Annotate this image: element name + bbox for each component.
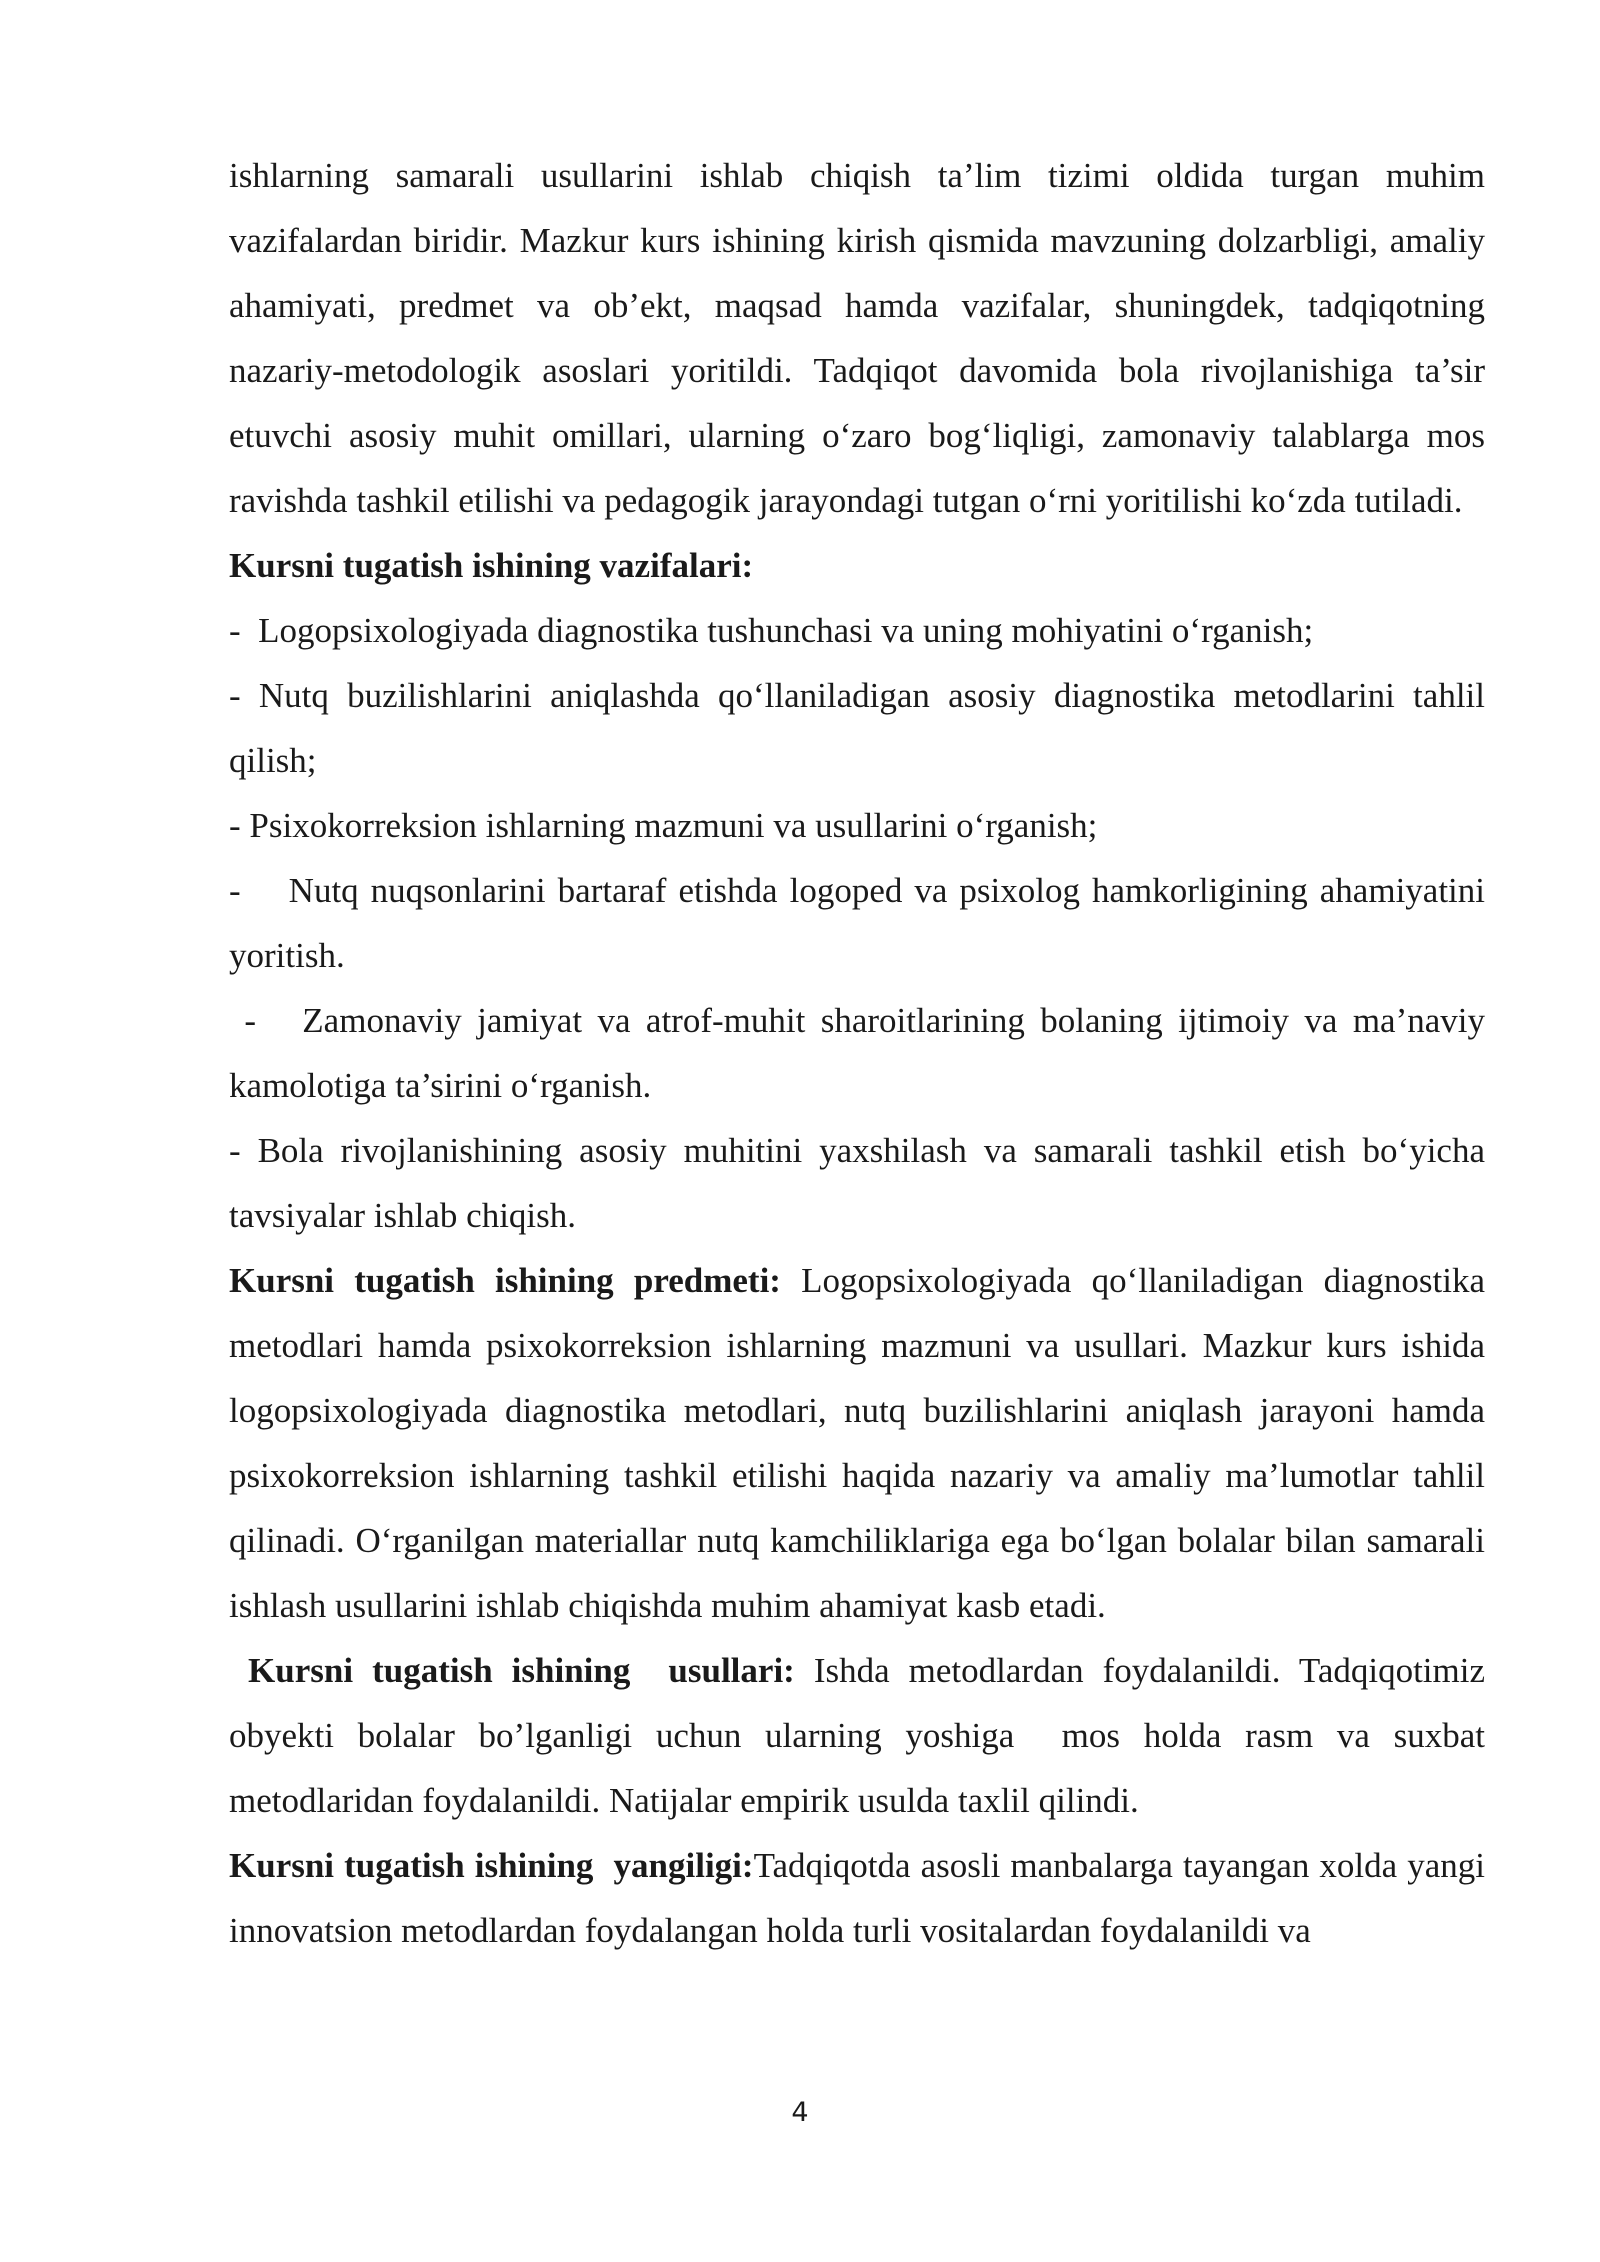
- methods-label: Kursni tugatish ishining usullari:: [229, 1651, 795, 1690]
- novelty-paragraph: [229, 1833, 1494, 1963]
- task-item-2: - Nutq buzilishlarini aniqlashda qo‘llaniladigan asosiy diagnostika metodlarini tahlil qilish;: [229, 676, 1494, 780]
- novelty-label: Kursni tugatish ishining yangiligi:: [229, 1846, 754, 1885]
- task-item-3: - Psixokorreksion ishlarning mazmuni va usullarini o‘rganish;: [229, 806, 1098, 845]
- intro-paragraph: ishlarning samarali usullarini ishlab chiqish ta’lim tizimi oldida turgan muhim vazifalardan biridir. Mazkur kurs ishining kirish qismida mavzuning dolzarbligi, amaliy ahamiyati, predmet va ob’ekt, maqsad hamda vazifalar, shuningdek, tadqiqotning nazariy-metodologik asoslari yoritildi. Tadqiqot davomida bola rivojlanishiga ta’sir etuvchi asosiy muhit omillari, ularning o‘zaro bog‘liqligi, zamonaviy talablarga mos ravishda tashkil etilishi va pedagogik jarayondagi tutgan o‘rni yoritilishi ko‘zda tutiladi.: [229, 156, 1485, 520]
- tasks-heading: Kursni tugatish ishining vazifalari:: [229, 546, 754, 585]
- page-number: 4: [791, 2097, 809, 2128]
- novelty-text: Tadqiqotda asosli manbalarga tayangan xolda yangi innovatsion metodlardan foydalangan holda turli vositalardan foydalanildi va: [229, 1846, 1494, 1950]
- task-item-4: - Nutq nuqsonlarini bartaraf etishda logoped va psixolog hamkorligining ahamiyatini yoritish.: [229, 871, 1494, 975]
- task-item-6: - Bola rivojlanishining asosiy muhitini yaxshilash va samarali tashkil etish bo‘yicha tavsiyalar ishlab chiqish.: [229, 1131, 1494, 1235]
- subject-paragraph: [229, 1248, 1485, 1638]
- subject-text: Logopsixologiyada qo‘llaniladigan diagnostika metodlari hamda psixokorreksion ishlarning mazmuni va usullari. Mazkur kurs ishida logopsixologiyada diagnostika metodlari, nutq buzilishlarini aniqlash jarayoni hamda psixokorreksion ishlarning tashkil etilishi haqida nazariy va amaliy ma’lumotlar tahlil qilinadi. O‘rganilgan materiallar nutq kamchiliklariga ega bo‘lgan bolalar bilan samarali ishlash usullarini ishlab chiqishda muhim ahamiyat kasb etadi.: [229, 1261, 1486, 1625]
- task-item-1: - Logopsixologiyada diagnostika tushunchasi va uning mohiyatini o‘rganish;: [229, 611, 1314, 650]
- page-body: [229, 143, 1494, 1963]
- subject-label: Kursni tugatish ishining predmeti:: [229, 1261, 781, 1300]
- methods-paragraph: [229, 1638, 1494, 1833]
- task-item-5: - Zamonaviy jamiyat va atrof-muhit sharoitlarining bolaning ijtimoiy va ma’naviy kamolotiga ta’sirini o‘rganish.: [229, 1001, 1494, 1105]
- methods-text: Ishda metodlardan foydalanildi. Tadqiqotimiz obyekti bolalar bo’lganligi uchun ularning yoshiga mos holda rasm va suxbat metodlaridan foydalanildi. Natijalar empirik usulda taxlil qilindi.: [229, 1651, 1494, 1820]
